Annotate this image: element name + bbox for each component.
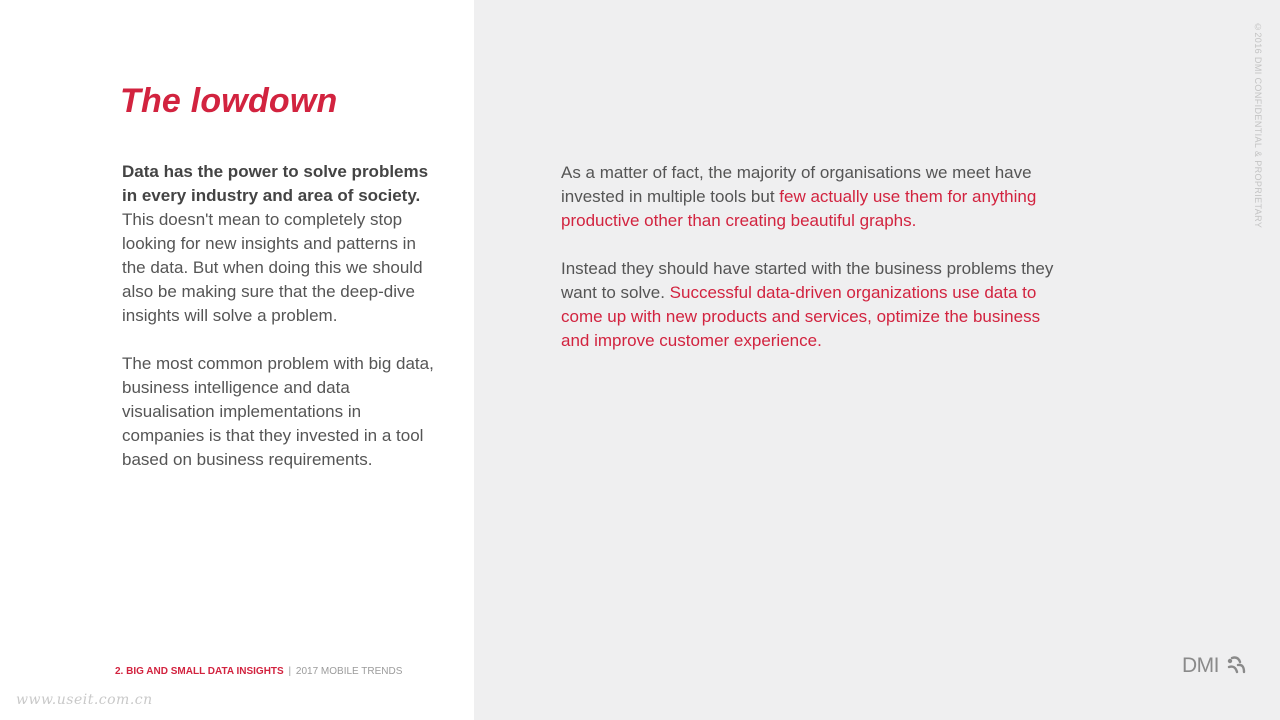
left-paragraph-2: The most common problem with big data, business intelligence and data visualisation implementations in companies is that they invested in a tool based on business requirements.	[122, 354, 434, 469]
left-paragraph-1	[122, 160, 442, 328]
dmi-logo	[1182, 654, 1247, 678]
slide-title: The lowdown	[120, 82, 338, 120]
right-paragraph-2	[561, 257, 1071, 353]
footer-separator: |	[288, 666, 292, 677]
logo-text: DMI	[1182, 654, 1219, 677]
footer-doc-label: 2017 MOBILE TRENDS	[295, 666, 403, 677]
left-paragraph-1-bold: Data has the power to solve problems in every industry and area of society.	[122, 162, 429, 205]
left-text-column	[122, 160, 442, 472]
right-paragraph-1-highlight: few actually use them for anything productive other than creating beautiful graphs.	[561, 187, 1037, 230]
right-text-column	[561, 161, 1071, 353]
dmi-logo-icon	[1223, 654, 1247, 678]
confidential-note: ©2016 DMI CONFIDENTIAL & PROPRIETARY	[1253, 22, 1263, 229]
watermark: www.useit.com.cn	[16, 692, 153, 708]
footer-section-label: 2. BIG AND SMALL DATA INSIGHTS	[115, 666, 284, 677]
right-paragraph-2-plain: Instead they should have started with the business problems they want to solve.	[561, 259, 1054, 302]
slide-footer	[115, 666, 402, 677]
right-panel	[474, 0, 1280, 720]
right-paragraph-1-plain: As a matter of fact, the majority of organisations we meet have invested in multiple tools but	[561, 163, 1032, 206]
right-paragraph-2-highlight: Successful data-driven organizations use data to come up with new products and services, optimize the business and improve customer experience.	[561, 283, 1041, 350]
right-paragraph-1	[561, 161, 1071, 233]
left-paragraph-1-rest: This doesn't mean to completely stop looking for new insights and patterns in the data. But when doing this we should also be making sure that the deep-dive insights will solve a problem.	[122, 210, 423, 325]
